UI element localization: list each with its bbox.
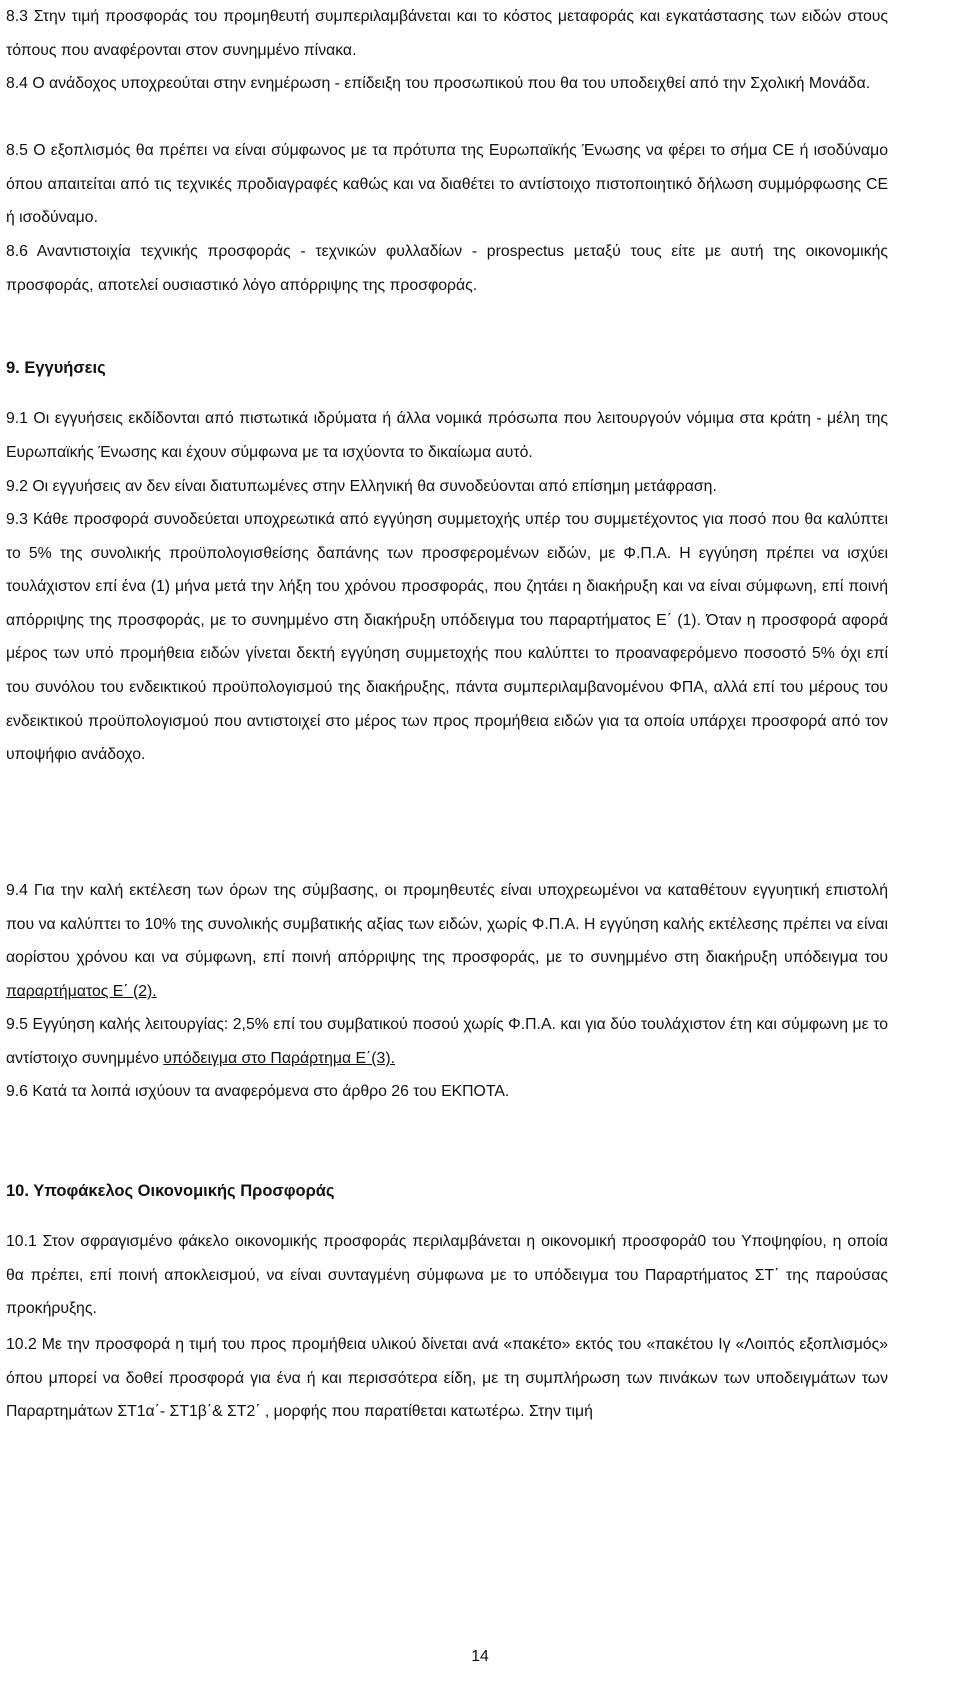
section-heading-10: 10. Υποφάκελος Οικονομικής Προσφοράς bbox=[6, 1182, 335, 1200]
paragraph-8-3: 8.3 Στην τιμή προσφοράς του προμηθευτή συμπεριλαμβάνεται και το κόστος μεταφοράς και εγκατάστασης των ειδών στους τόπους που αναφέρονται στον συνημμένο πίνακα. bbox=[6, 8, 888, 59]
annex-e2-reference: παραρτήματος Ε΄ (2). bbox=[6, 982, 157, 1000]
paragraph-9-1: 9.1 Οι εγγυήσεις εκδίδονται από πιστωτικά ιδρύματα ή άλλα νομικά πρόσωπα που λειτουργούν νόμιμα στα κράτη - μέλη της Ευρωπαϊκής Ένωσης και έχουν σύμφωνα με τα ισχύοντα το δικαίωμα αυτό. bbox=[6, 410, 888, 461]
paragraph-10-2: 10.2 Με την προσφορά η τιμή του προς προμήθεια υλικού δίνεται ανά «πακέτο» εκτός του «πακέτου Ιγ «Λοιπός εξοπλισμός» όπου μπορεί να δοθεί προσφορά για ένα ή και περισσότερα είδη, με τη συμπλήρωση των πινάκων των υποδειγμάτων των Παραρτημάτων ΣΤ1α΄- ΣΤ1β΄& ΣΤ2΄ , μορφής που παρατίθεται κατωτέρω. Στην τιμή bbox=[6, 1336, 888, 1421]
paragraph-9-5 bbox=[6, 1008, 888, 1075]
paragraph-9-6: 9.6 Κατά τα λοιπά ισχύουν τα αναφερόμενα στο άρθρο 26 του ΕΚΠΟΤΑ. bbox=[6, 1083, 510, 1100]
paragraph-8-4: 8.4 Ο ανάδοχος υποχρεούται στην ενημέρωση - επίδειξη του προσωπικού που θα του υποδειχθεί από την Σχολική Μονάδα. bbox=[6, 75, 871, 92]
page-number: 14 bbox=[471, 1648, 489, 1665]
paragraph-9-3: 9.3 Κάθε προσφορά συνοδεύεται υποχρεωτικά από εγγύηση συμμετοχής υπέρ του συμμετέχοντος για ποσό που θα καλύπτει το 5% της συνολικής προϋπολογισθείσης δαπάνης των προσφερομένων ειδών, με Φ.Π.Α. Η εγγύηση πρέπει να ισχύει τουλάχιστον επί ένα (1) μήνα μετά την λήξη του χρόνου προσφοράς, που ζητάει η διακήρυξη και να είναι σύμφωνη, επί ποινή απόρριψης της προσφοράς, με το συνημμένο στη διακήρυξη υπόδειγμα του παραρτήματος Ε΄ (1). Όταν η προσφορά αφορά μέρος των υπό προμήθεια ειδών γίνεται δεκτή εγγύηση συμμετοχής που καλύπτει το προαναφερόμενο ποσοστό 5% όχι επί του συνόλου του ενδεικτικού προϋπολογισμού της διακήρυξης, πάντα συμπεριλαμβανομένου ΦΠΑ, αλλά επί του μέρους του ενδεικτικού προϋπολογισμού που αντιστοιχεί στο μέρος των προς προμήθεια ειδών για τα οποία υπάρχει προσφορά από τον υποψήφιο ανάδοχο. bbox=[6, 511, 888, 764]
paragraph-8-5: 8.5 Ο εξοπλισμός θα πρέπει να είναι σύμφωνος με τα πρότυπα της Ευρωπαϊκής Ένωσης να φέρει το σήμα CE ή ισοδύναμο όπου απαιτείται από τις τεχνικές προδιαγραφές καθώς και να διαθέτει το αντίστοιχο πιστοποιητικό δήλωση συμμόρφωσης CE ή ισοδύναμο. bbox=[6, 142, 888, 227]
section-heading-9: 9. Εγγυήσεις bbox=[6, 359, 106, 377]
paragraph-9-4 bbox=[6, 874, 888, 1008]
paragraph-9-5-text: 9.5 Εγγύηση καλής λειτουργίας: 2,5% επί του συμβατικού ποσού χωρίς Φ.Π.Α. και για δύο τουλάχιστον έτη και σύμφωνη με το αντίστοιχο συνημμένο bbox=[6, 1016, 888, 1067]
paragraph-8-6: 8.6 Αναντιστοιχία τεχνικής προσφοράς - τεχνικών φυλλαδίων - prospectus μεταξύ τους είτε με αυτή της οικονομικής προσφοράς, αποτελεί ουσιαστικό λόγο απόρριψης της προσφοράς. bbox=[6, 243, 888, 294]
annex-e3-reference: υπόδειγμα στο Παράρτημα Ε΄(3). bbox=[163, 1049, 395, 1067]
paragraph-9-2: 9.2 Οι εγγυήσεις αν δεν είναι διατυπωμένες στην Ελληνική θα συνοδεύονται από επίσημη μετάφραση. bbox=[6, 478, 717, 495]
paragraph-9-4-text: 9.4 Για την καλή εκτέλεση των όρων της σύμβασης, οι προμηθευτές είναι υποχρεωμένοι να καταθέτουν εγγυητική επιστολή που να καλύπτει το 10% της συνολικής συμβατικής αξίας των ειδών, χωρίς Φ.Π.Α. Η εγγύηση καλής εκτέλεσης πρέπει να είναι αορίστου χρόνου και να σύμφωνη, επί ποινή απόρριψης της προσφοράς, με το συνημμένο στη διακήρυξη υπόδειγμα του bbox=[6, 882, 888, 967]
paragraph-10-1: 10.1 Στον σφραγισμένο φάκελο οικονομικής προσφοράς περιλαμβάνεται η οικονομική προσφορά0 του Υποψηφίου, η οποία θα πρέπει, επί ποινή αποκλεισμού, να είναι συνταγμένη σύμφωνα με το υπόδειγμα του Παραρτήματος ΣΤ΄ της παρούσας προκήρυξης. bbox=[6, 1233, 888, 1318]
